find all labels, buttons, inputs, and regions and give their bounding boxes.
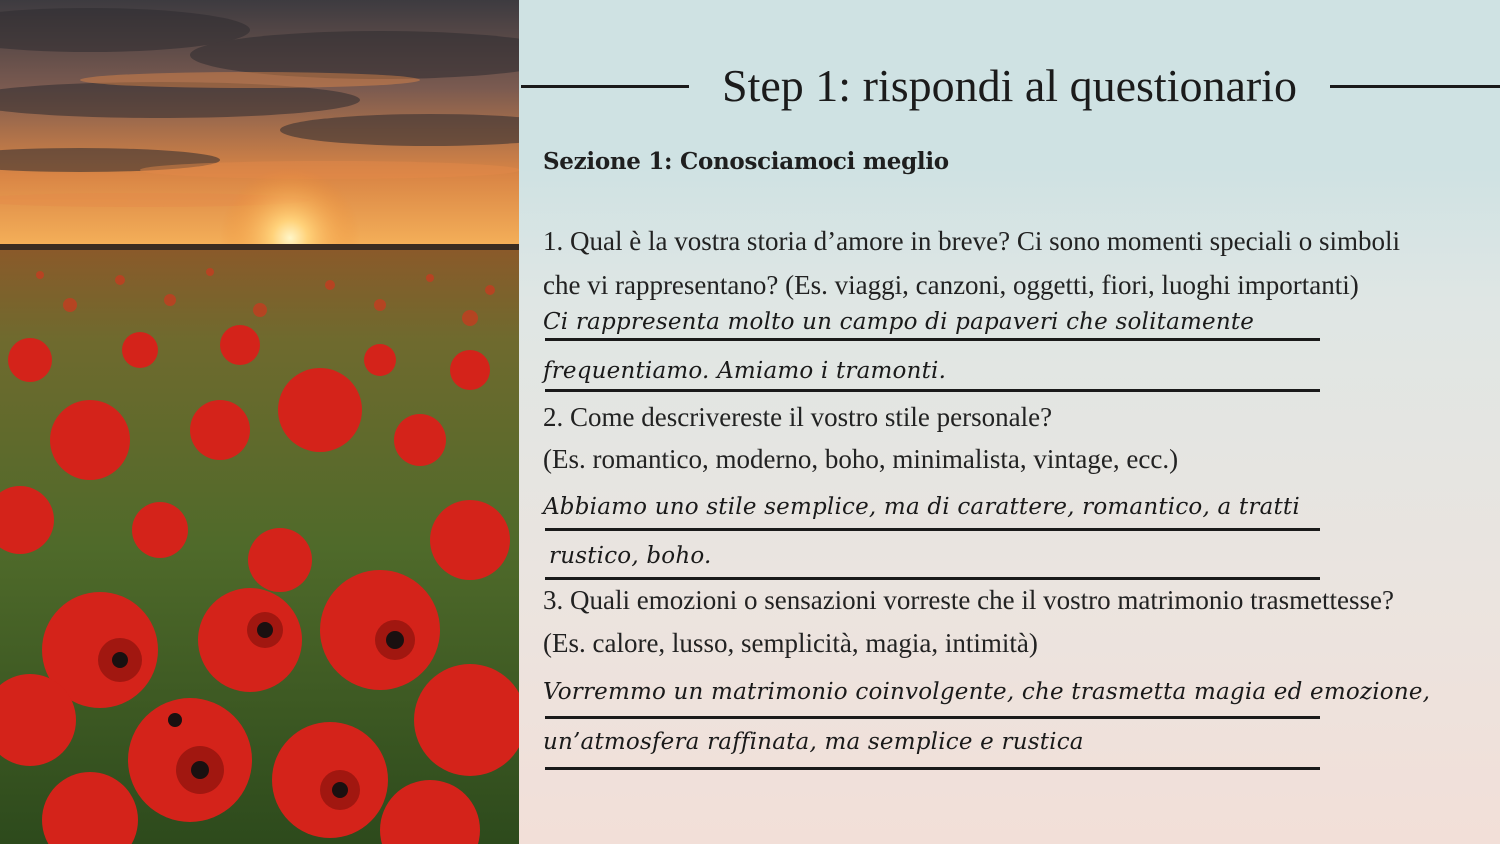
- answer-1-underline-2: [545, 389, 1320, 392]
- title-divider-right: [1330, 85, 1500, 88]
- answer-3-underline-2: [545, 767, 1320, 770]
- question-1-line-1: 1. Qual è la vostra storia d’amore in breve? Ci sono momenti speciali o simboli: [543, 226, 1401, 256]
- question-2-line-2: (Es. romantico, moderno, boho, minimalista, vintage, ecc.): [543, 444, 1179, 474]
- answer-2-line-2[interactable]: rustico, boho.: [549, 543, 712, 569]
- question-1-line-2: che vi rappresentano? (Es. viaggi, canzoni, oggetti, fiori, luoghi importanti): [543, 270, 1359, 300]
- answer-2-underline-1: [545, 528, 1320, 531]
- answer-1-line-2[interactable]: frequentiamo. Amiamo i tramonti.: [543, 358, 947, 384]
- title-divider-left: [521, 85, 689, 88]
- page-title: Step 1: rispondi al questionario: [722, 60, 1297, 111]
- section-heading: Sezione 1: Conosciamoci meglio: [543, 148, 949, 175]
- question-3-line-1: 3. Quali emozioni o sensazioni vorreste che il vostro matrimonio trasmettesse?: [543, 585, 1395, 615]
- answer-3-line-1[interactable]: Vorremmo un matrimonio coinvolgente, che trasmetta magia ed emozione,: [543, 679, 1431, 705]
- question-2-line-1: 2. Come descrivereste il vostro stile personale?: [543, 402, 1053, 432]
- title-row: [519, 58, 1500, 114]
- answer-1-line-1[interactable]: Ci rappresenta molto un campo di papaveri che solitamente: [543, 309, 1255, 335]
- answer-2-line-1[interactable]: Abbiamo uno stile semplice, ma di carattere, romantico, a tratti: [543, 494, 1300, 520]
- question-3-line-2: (Es. calore, lusso, semplicità, magia, intimità): [543, 628, 1038, 658]
- answer-3-line-2[interactable]: un’atmosfera raffinata, ma semplice e rustica: [543, 729, 1084, 755]
- questionnaire-panel: [519, 0, 1500, 844]
- answer-1-underline-1: [545, 338, 1320, 341]
- poppy-field-sunset-image: [0, 0, 519, 844]
- answer-3-underline-1: [545, 716, 1320, 719]
